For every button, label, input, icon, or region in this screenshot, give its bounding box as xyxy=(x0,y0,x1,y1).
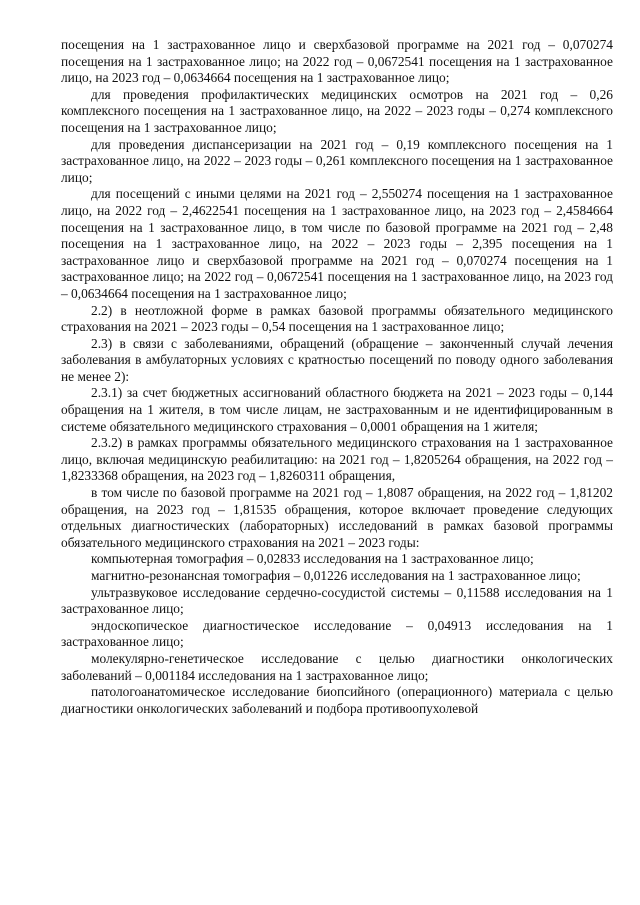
paragraph: 2.3) в связи с заболеваниями, обращений (обращение – законченный случай лечения заболевания в амбулаторных условиях с кратностью посещений по поводу одного заболевания не менее 2): xyxy=(61,335,613,384)
paragraph: для проведения профилактических медицинских осмотров на 2021 год – 0,26 комплексного посещения на 1 застрахованное лицо, на 2022 – 2023 годы – 0,274 комплексного посещения на 1 застрахованное лицо; xyxy=(61,86,613,135)
paragraph: 2.2) в неотложной форме в рамках базовой программы обязательного медицинского страхования на 2021 – 2023 годы – 0,54 посещения на 1 застрахованное лицо; xyxy=(61,302,613,335)
paragraph: ультразвуковое исследование сердечно-сосудистой системы – 0,11588 исследования на 1 застрахованное лицо; xyxy=(61,584,613,617)
document-body xyxy=(61,37,613,717)
paragraph: компьютерная томография – 0,02833 исследования на 1 застрахованное лицо; xyxy=(91,551,534,567)
paragraph: эндоскопическое диагностическое исследование – 0,04913 исследования на 1 застрахованное лицо; xyxy=(61,617,613,650)
paragraph: магнитно-резонансная томография – 0,01226 исследования на 1 застрахованное лицо; xyxy=(91,568,581,583)
paragraph: для посещений с иными целями на 2021 год – 2,550274 посещения на 1 застрахованное лицо, на 2022 год – 2,4622541 посещения на 1 застрахованное лицо, на 2023 год – 2,4584664 посещения на 1 застрахованное лицо, в том числе по базовой программе на 2021 год – 2,48 посещения на 1 застрахованное лицо, на 2022 – 2023 годы – 2,395 посещения на 1 застрахованное лицо и сверхбазовой программе на 2021 год – 0,070274 посещения на 1 застрахованное лицо; на 2022 год – 0,0672541 посещения на 1 застрахованное лицо, на 2023 год – 0,0634664 посещения на 1 застрахованное лицо; xyxy=(61,186,613,301)
paragraph: посещения на 1 застрахованное лицо и сверхбазовой программе на 2021 год – 0,070274 посещения на 1 застрахованное лицо; на 2022 год – 0,0672541 посещения на 1 застрахованное лицо, на 2023 год – 0,0634664 посещения на 1 застрахованное лицо; xyxy=(61,37,613,86)
paragraph: патологоанатомическое исследование биопсийного (операционного) материала с целью диагностики онкологических заболеваний и подбора противоопухолевой xyxy=(61,684,613,716)
paragraph: в том числе по базовой программе на 2021 год – 1,8087 обращения, на 2022 год – 1,81202 обращения, на 2023 год – 1,81535 обращения, которое включает проведение следующих отдельных диагностических (лабораторных) исследований в рамках базовой программы обязательного медицинского страхования на 2021 – 2023 годы: xyxy=(61,485,613,550)
paragraph: для проведения диспансеризации на 2021 год – 0,19 комплексного посещения на 1 застрахованное лицо, на 2022 – 2023 годы – 0,261 комплексного посещения на 1 застрахованное лицо; xyxy=(61,136,613,185)
paragraph: молекулярно-генетическое исследование с целью диагностики онкологических заболеваний – 0,001184 исследования на 1 застрахованное лицо; xyxy=(61,650,613,683)
paragraph: 2.3.2) в рамках программы обязательного медицинского страхования на 1 застрахованное лицо, включая медицинскую реабилитацию: на 2021 год – 1,8205264 обращения, на 2022 год – 1,8233368 обращения, на 2023 год – 1,8260311 обращения, xyxy=(61,435,613,484)
paragraph: 2.3.1) за счет бюджетных ассигнований областного бюджета на 2021 – 2023 годы – 0,144 обращения на 1 жителя, в том числе лицам, не застрахованным и не идентифицированным в системе обязательного медицинского страхования – 0,0001 обращения на 1 жителя; xyxy=(61,385,613,434)
